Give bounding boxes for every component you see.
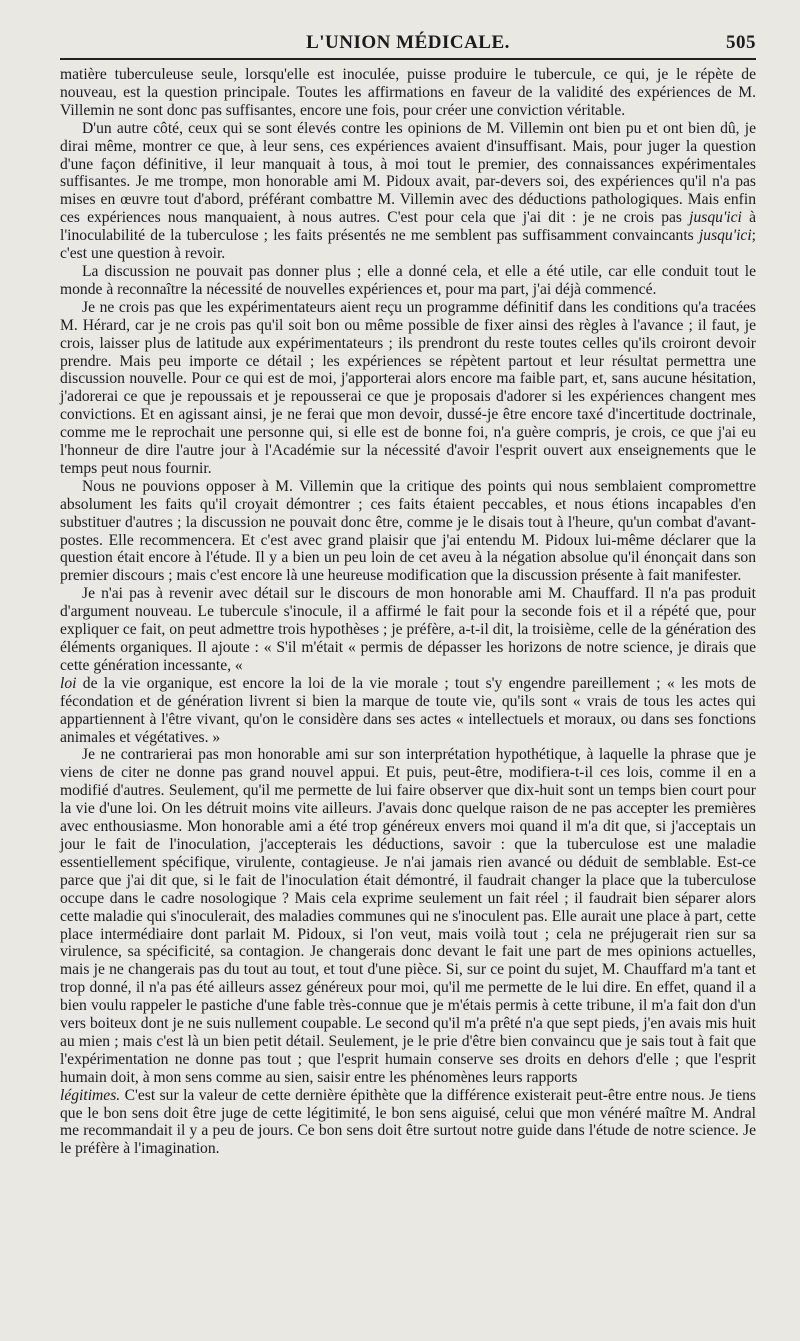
paragraph-text: ; c'est une question à revoir. [60,227,756,263]
paragraph-text: de la vie organique, est encore la loi de la vie morale ; tout s'y engendre pareillement ; « les mots de fécondation et de génération livrent si bien la marque de toute vie, qu'ils sont « vrais de tous les actes qui appartiennent à l'être vivant, qu'on le considère dans ses actes « intellectuels et moraux, ou dans ses fonctions animales et végétatives. » [60,674,756,746]
quote-continuation [60,675,756,747]
journal-title: L'UNION MÉDICALE. [306,32,510,53]
page-number: 505 [726,32,756,53]
running-head [60,28,756,60]
paragraph: La discussion ne pouvait pas donner plus ; elle a donné cela, et elle a été utile, car elle conduit tout le monde à reconnaître la nécessité de nouvelles expériences et, pour ma part, j'ai déjà commencé. [60,262,756,298]
paragraph: Nous ne pouvions opposer à M. Villemin que la critique des points qui nous semblaient compromettre absolument les faits qu'il croyait démontrer ; ces faits étaient peccables, et nous étions incapables d'en substituer d'autres ; la discussion ne pouvait donc être, comme je le disais tout à l'heure, qu'un combat d'avant-postes. Elle recommencera. Et c'est avec grand plaisir que j'ai entendu M. Pidoux lui-même déclarer que la question était encore à l'étude. Il y a bien un peu loin de cet aveu à la négation absolue qu'il énonçait dans son premier discours ; mais c'est encore là une heureuse modification que la discussion présente à fait manifester. [60,477,756,585]
emphasis: jusqu'ici [689,209,742,227]
emphasis: jusqu'ici [698,227,752,245]
paragraph: Je n'ai pas à revenir avec détail sur le discours de mon honorable ami M. Chauffard. Il n'a pas produit d'argument nouveau. Le tubercule s'inocule, il a affirmé le fait pour la seconde fois et il a répété que, pour expliquer ce fait, on peut admettre trois hypothèses ; je préfère, a-t-il dit, la troisième, celle de la génération des éléments organiques. Il ajoute : « S'il m'était « permis de dépasser les horizons de notre science, je dirais que cette génération incessante, « [60,585,756,674]
paragraph [60,120,756,263]
paragraph-text: C'est sur la valeur de cette dernière épithète que la différence existerait peut-être entre nous. Je tiens que le bon sens doit être juge de cette légitimité, le bon sens aiguisé, celui que mon vénéré maître M. Andral me recommandait il y a peu de jours. Ce bon sens doit être surtout notre guide dans l'étude de notre science. Je le préfère à l'imagination. [60,1086,756,1158]
paragraph-text: à l'inoculabilité de la tuberculose ; les faits présentés ne me semblent pas suffisamment convaincants [60,209,756,245]
paragraph: matière tuberculeuse seule, lorsqu'elle est inoculée, puisse produire le tubercule, ce qui, je le répète de nouveau, est la question principale. Toutes les affirmations en faveur de la validité des expériences de M. Villemin ne sont donc pas suffisantes, encore une fois, pour créer une conviction véritable. [60,66,756,119]
paragraph-text: D'un autre côté, ceux qui se sont élevés contre les opinions de M. Villemin ont bien pu et ont bien dû, je dirai même, montrer ce que, à leur sens, ces expériences avaient d'insuffisant. Mais, pour juger la question d'une façon définitive, il leur manquait à tous, à moi tout le premier, des connaissances expérimentales suffisantes. Je me trompe, mon honorable ami M. Pidoux avait, par-devers soi, des expériences qu'il n'a pas mises en œuvre tout d'abord, préférant combattre M. Villemin avec des déductions pathologiques. Mais enfin ces expériences nous manquaient, à nous autres. C'est pour cela que j'ai dit : je ne crois pas [60,119,756,227]
paragraph: Je ne crois pas que les expérimentateurs aient reçu un programme définitif dans les conditions qu'a tracées M. Hérard, car je ne crois pas qu'il soit bon ou même possible de fixer ainsi des règles à l'avance ; il faut, je crois, laisser plus de latitude aux expérimentateurs ; ils prendront du reste toutes celles qu'ils croiront devoir prendre. Mais peu importe ce détail ; les expériences se répètent partout et leur résultat permettra une discussion nouvelle. Pour ce qui est de moi, j'apporterai alors encore ma faible part, et, sans aucune hésitation, j'adorerai ce que je repoussais et je repousserai ce que je proposais d'adorer si les expériences changent mes convictions. Et en agissant ainsi, je ne ferai que mon devoir, dussé-je être encore taxé d'incertitude doctrinale, comme me le reprochait une personne qui, si elle est de bonne foi, n'a guère compris, je crois, ce que j'ai eu l'honneur de dire l'autre jour à l'Académie sur la nécessité d'avoir l'esprit ouvert aux enseignements que le temps peut nous fournir. [60,298,756,477]
paragraph: Je ne contrarierai pas mon honorable ami sur son interprétation hypothétique, à laquelle la phrase que je viens de citer ne donne pas grand nouvel appui. Et puis, peut-être, modifiera-t-il ces lois, comme il en a modifié d'autres. Seulement, qu'il me permette de lui faire observer que dix-huit sont un temps bien court pour la vie d'une loi. On les détruit moins vite ailleurs. J'avais donc quelque raison de ne pas accepter les premières avec enthousiasme. Mon honorable ami a été trop généreux envers moi quand il m'a dit que, si j'acceptais un jour le fait de l'inoculation, j'accepterais les déductions, savoir : que la tuberculose est une maladie essentiellement spécifique, virulente, contagieuse. Je n'ai jamais rien avancé ou déduit de semblable. Est-ce parce que j'ai dit que, si le fait de l'inoculation était démontré, il faudrait changer la place que la tuberculose occupe dans le cadre nosologique ? Mais cela exprime seulement un fait réel ; il faudrait bien séparer alors cette maladie qui s'inoculerait, des maladies communes qui ne s'inoculent pas. Elle aurait une place à part, cette place intermédiaire dont parlait M. Pidoux, si l'on veut, mais voilà tout ; cela ne préjugerait rien sur sa virulence, sa spécificité, sa contagion. Je changerais donc devant le fait une part de mes opinions actuelles, mais je ne changerais pas du tout au tout, et tout d'une pièce. Si, sur ce point du sujet, M. Chauffard m'a tant et trop donné, il n'a pas été ailleurs assez généreux pour moi, qu'il me permette de le lui dire. En effet, quand il a bien voulu rappeler le pastiche d'une fable très-connue que je m'étais permis à cette tribune, il m'a fait don d'un vers boiteux dont je ne suis nullement coupable. Le second qu'il m'a prêté n'a que sept pieds, j'en avais mis huit au mien ; mais c'est là un bien petit détail. Seulement, je le prie d'être bien convaincu que je sais tout à fait que l'expérimentation ne donne pas tout ; que l'esprit humain conserve ses droits en dehors d'elle ; que l'esprit humain doit, à mon sens comme au sien, saisir entre les phénomènes leurs rapports [60,746,756,1086]
body-text [60,60,756,1158]
emphasis: loi [60,674,77,692]
emphasis: légitimes. [60,1086,121,1104]
paragraph [60,1087,756,1159]
